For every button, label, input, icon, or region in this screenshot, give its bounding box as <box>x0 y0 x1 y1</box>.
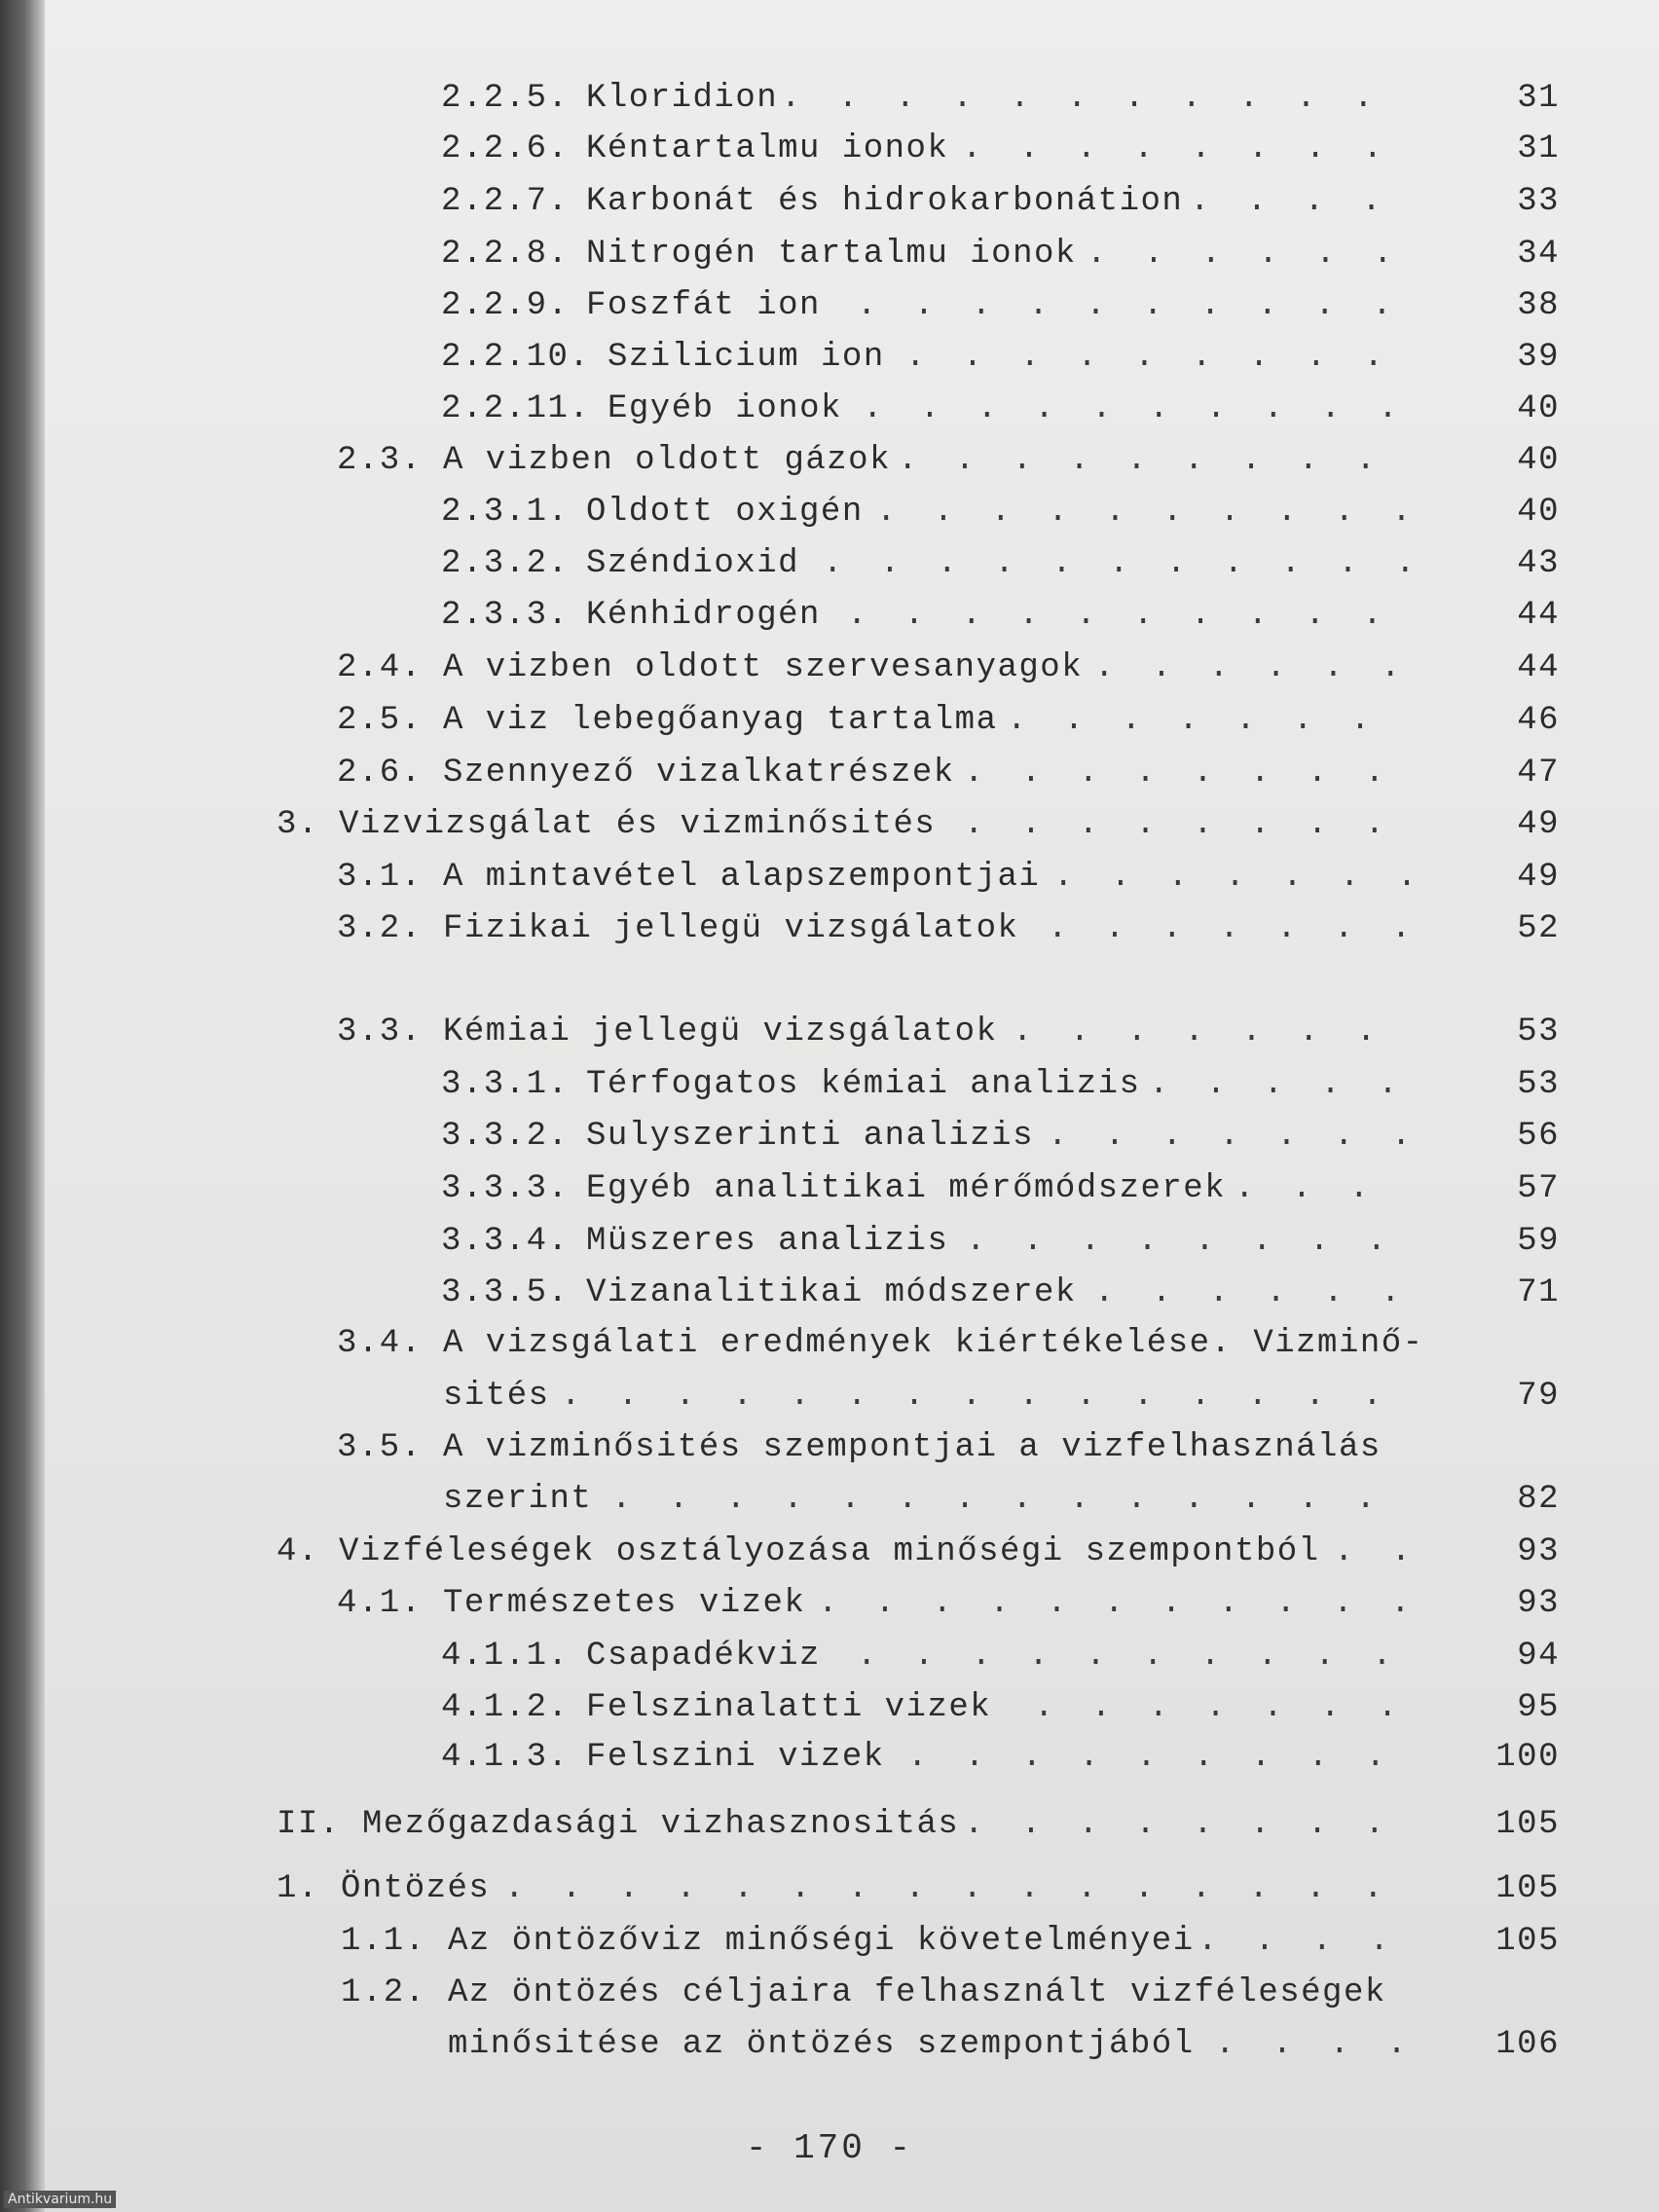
leader-dots <box>561 1375 1414 1418</box>
leader-dots <box>1007 699 1414 742</box>
entry-title: Széndioxid <box>586 545 800 582</box>
entry-title: A vizben oldott gázok <box>443 442 891 479</box>
leader-dots <box>1013 1011 1414 1053</box>
toc-entry-2-2-10 <box>0 336 1659 379</box>
leader-dots <box>781 77 1414 120</box>
entry-title: Nitrogén tartalmu ionok <box>586 236 1077 273</box>
entry-title: Kénhidrogén <box>586 597 821 634</box>
page-number-footer: - 170 - <box>745 2128 914 2168</box>
entry-title: Az öntözés céljaira felhasznált vizféleségek <box>448 1974 1386 2011</box>
entry-number: 3.3.5. <box>441 1274 570 1311</box>
entry-page: 57 <box>1517 1170 1560 1207</box>
entry-title-continuation: szerint <box>443 1481 593 1518</box>
toc-entry-3-3-3 <box>0 1167 1659 1210</box>
entry-title: Egyéb ionok <box>608 390 842 427</box>
toc-entry-3-5-continued <box>0 1478 1659 1521</box>
entry-page: 44 <box>1517 597 1560 634</box>
leader-dots <box>1048 907 1414 950</box>
entry-number: 3.1. <box>337 859 423 896</box>
entry-page: 52 <box>1517 910 1560 947</box>
entry-page: 71 <box>1517 1274 1560 1311</box>
entry-page: 106 <box>1495 2026 1560 2063</box>
entry-title: Természetes vizek <box>443 1585 806 1622</box>
entry-page: 40 <box>1517 390 1560 427</box>
toc-entry-3-2 <box>0 907 1659 950</box>
entry-page: 49 <box>1517 859 1560 896</box>
leader-dots <box>962 128 1414 170</box>
entry-number: 1. <box>276 1870 319 1907</box>
entry-number: 2.2.8. <box>441 236 570 273</box>
entry-title: Karbonát és hidrokarbonátion <box>586 183 1184 220</box>
entry-page: 46 <box>1517 702 1560 739</box>
leader-dots <box>964 1803 1414 1846</box>
toc-entry-2-3-3 <box>0 594 1659 637</box>
leader-dots <box>964 803 1414 846</box>
entry-title: A vizben oldott szervesanyagok <box>443 649 1084 686</box>
entry-page: 53 <box>1517 1066 1560 1103</box>
entry-number: 4. <box>276 1533 319 1570</box>
entry-title: Szilicium ion <box>608 339 885 376</box>
leader-dots <box>1034 1686 1414 1729</box>
entry-number: 3.2. <box>337 910 423 947</box>
entry-page: 31 <box>1517 80 1560 117</box>
entry-title: Az öntözőviz minőségi követelményei <box>448 1923 1195 1960</box>
entry-title: Térfogatos kémiai analizis <box>586 1066 1141 1103</box>
leader-dots <box>1334 1530 1414 1573</box>
entry-number: 2.3. <box>337 442 423 479</box>
leader-dots <box>857 1635 1414 1677</box>
entry-title: Vizvizsgálat és vizminősités <box>339 806 937 843</box>
toc-entry-1-2-continued <box>0 2023 1659 2066</box>
entry-number: 3.4. <box>337 1325 423 1362</box>
leader-dots <box>1149 1063 1414 1106</box>
toc-entry-4-1 <box>0 1582 1659 1625</box>
toc-entry-3-1 <box>0 856 1659 899</box>
entry-number: 2.3.1. <box>441 494 570 531</box>
entry-title: A vizminősités szempontjai a vizfelhasználás <box>443 1429 1382 1466</box>
entry-title: Müszeres analizis <box>586 1223 949 1260</box>
entry-title: Sulyszerinti analizis <box>586 1118 1034 1155</box>
entry-page: 94 <box>1517 1638 1560 1675</box>
entry-page: 105 <box>1495 1806 1560 1843</box>
toc-entry-3-4-continued <box>0 1375 1659 1418</box>
toc-entry-part-ii <box>0 1803 1659 1846</box>
toc-entry-2-3 <box>0 439 1659 482</box>
entry-page: 93 <box>1517 1533 1560 1570</box>
entry-page: 105 <box>1495 1923 1560 1960</box>
entry-title: A vizsgálati eredmények kiértékelése. Vizminő- <box>443 1325 1424 1362</box>
entry-number: 2.2.5. <box>441 80 570 117</box>
entry-number: 1.2. <box>341 1974 426 2011</box>
entry-number: 2.5. <box>337 702 423 739</box>
entry-title: Csapadékviz <box>586 1638 821 1675</box>
leader-dots <box>847 594 1414 637</box>
entry-page: 105 <box>1495 1870 1560 1907</box>
entry-page: 39 <box>1517 339 1560 376</box>
entry-title-continuation: minősitése az öntözés szempontjából <box>448 2026 1195 2063</box>
toc-entry-2-4 <box>0 646 1659 689</box>
entry-number: 3.3. <box>337 1014 423 1051</box>
entry-title: Oldott oxigén <box>586 494 864 531</box>
entry-page: 49 <box>1517 806 1560 843</box>
entry-title: Mezőgazdasági vizhasznositás <box>362 1806 960 1843</box>
toc-entry-2-2-8 <box>0 233 1659 276</box>
leader-dots <box>1215 2023 1414 2066</box>
entry-number: 2.2.6. <box>441 130 570 167</box>
entry-title: Szennyező vizalkatrészek <box>443 755 955 792</box>
toc-entry-4 <box>0 1530 1659 1573</box>
leader-dots <box>863 387 1414 430</box>
leader-dots <box>1048 1115 1414 1158</box>
toc-entry-2-3-2 <box>0 542 1659 585</box>
toc-entry-3 <box>0 803 1659 846</box>
entry-number: II. <box>276 1806 341 1843</box>
toc-entry-1-1 <box>0 1920 1659 1963</box>
leader-dots <box>964 752 1414 794</box>
entry-title: Foszfát ion <box>586 287 821 324</box>
leader-dots <box>1094 1272 1414 1314</box>
entry-page: 56 <box>1517 1118 1560 1155</box>
entry-number: 2.2.11. <box>441 390 591 427</box>
toc-entry-3-3-5 <box>0 1272 1659 1314</box>
leader-dots <box>823 542 1414 585</box>
entry-page: 38 <box>1517 287 1560 324</box>
entry-title: Vizanalitikai módszerek <box>586 1274 1077 1311</box>
toc-entry-1 <box>0 1867 1659 1910</box>
entry-page: 93 <box>1517 1585 1560 1622</box>
entry-number: 3.3.2. <box>441 1118 570 1155</box>
toc-entry-3-3-1 <box>0 1063 1659 1106</box>
toc-entry-4-1-2 <box>0 1686 1659 1729</box>
toc-entry-3-4 <box>0 1322 1659 1365</box>
toc-entry-2-3-1 <box>0 491 1659 534</box>
entry-number: 2.3.3. <box>441 597 570 634</box>
leader-dots <box>1235 1167 1414 1210</box>
toc-entry-3-3 <box>0 1011 1659 1053</box>
toc-entry-3-5 <box>0 1426 1659 1469</box>
entry-page: 59 <box>1517 1223 1560 1260</box>
toc-entry-2-2-7 <box>0 180 1659 223</box>
leader-dots <box>504 1867 1414 1910</box>
entry-page: 100 <box>1495 1739 1560 1776</box>
leader-dots <box>611 1478 1414 1521</box>
entry-number: 2.2.9. <box>441 287 570 324</box>
toc-entry-2-2-6 <box>0 128 1659 170</box>
leader-dots <box>966 1220 1414 1263</box>
entry-number: 4.1.3. <box>441 1739 570 1776</box>
entry-title: Öntözés <box>341 1870 491 1907</box>
entry-number: 2.3.2. <box>441 545 570 582</box>
entry-page: 44 <box>1517 649 1560 686</box>
entry-title-continuation: sités <box>443 1378 550 1415</box>
entry-page: 31 <box>1517 130 1560 167</box>
toc-entry-4-1-1 <box>0 1635 1659 1677</box>
toc-entry-4-1-3 <box>0 1736 1659 1779</box>
leader-dots <box>1198 1920 1414 1963</box>
entry-number: 3. <box>276 806 319 843</box>
entry-number: 4.1. <box>337 1585 423 1622</box>
toc-entry-2-2-11 <box>0 387 1659 430</box>
leader-dots <box>1190 180 1414 223</box>
entry-number: 2.6. <box>337 755 423 792</box>
entry-title: Vizféleségek osztályozása minőségi szempontból <box>339 1533 1320 1570</box>
leader-dots <box>1094 646 1414 689</box>
entry-page: 33 <box>1517 183 1560 220</box>
entry-title: A viz lebegőanyag tartalma <box>443 702 998 739</box>
leader-dots <box>905 336 1414 379</box>
toc-entry-2-6 <box>0 752 1659 794</box>
entry-number: 3.3.1. <box>441 1066 570 1103</box>
entry-title: Kémiai jellegü vizsgálatok <box>443 1014 998 1051</box>
leader-dots <box>857 284 1414 327</box>
entry-number: 4.1.1. <box>441 1638 570 1675</box>
toc-entry-2-2-9 <box>0 284 1659 327</box>
toc-entry-2-5 <box>0 699 1659 742</box>
toc-entry-1-2 <box>0 1972 1659 2014</box>
entry-page: 95 <box>1517 1689 1560 1726</box>
entry-number: 3.5. <box>337 1429 423 1466</box>
entry-number: 3.3.4. <box>441 1223 570 1260</box>
toc-entry-3-3-2 <box>0 1115 1659 1158</box>
leader-dots <box>876 491 1414 534</box>
entry-page: 34 <box>1517 236 1560 273</box>
entry-number: 2.2.10. <box>441 339 591 376</box>
entry-page: 47 <box>1517 755 1560 792</box>
entry-number: 4.1.2. <box>441 1689 570 1726</box>
entry-number: 1.1. <box>341 1923 426 1960</box>
toc-entry-3-3-4 <box>0 1220 1659 1263</box>
entry-title: Felszini vizek <box>586 1739 885 1776</box>
leader-dots <box>907 1736 1414 1779</box>
watermark: Antikvarium.hu <box>4 2191 116 2208</box>
leader-dots <box>898 439 1414 482</box>
leader-dots <box>1053 856 1414 899</box>
entry-title: Felszinalatti vizek <box>586 1689 992 1726</box>
entry-page: 43 <box>1517 545 1560 582</box>
entry-title: Egyéb analitikai mérőmódszerek <box>586 1170 1227 1207</box>
entry-page: 82 <box>1517 1481 1560 1518</box>
entry-page: 40 <box>1517 442 1560 479</box>
entry-title: Fizikai jellegü vizsgálatok <box>443 910 1019 947</box>
entry-page: 53 <box>1517 1014 1560 1051</box>
entry-number: 3.3.3. <box>441 1170 570 1207</box>
entry-page: 40 <box>1517 494 1560 531</box>
entry-title: Kéntartalmu ionok <box>586 130 949 167</box>
toc-entry-2-2-5 <box>0 77 1659 120</box>
entry-title: Kloridion <box>586 80 779 117</box>
leader-dots <box>1087 233 1414 276</box>
leader-dots <box>818 1582 1414 1625</box>
entry-page: 79 <box>1517 1378 1560 1415</box>
entry-title: A mintavétel alapszempontjai <box>443 859 1041 896</box>
entry-number: 2.2.7. <box>441 183 570 220</box>
entry-number: 2.4. <box>337 649 423 686</box>
